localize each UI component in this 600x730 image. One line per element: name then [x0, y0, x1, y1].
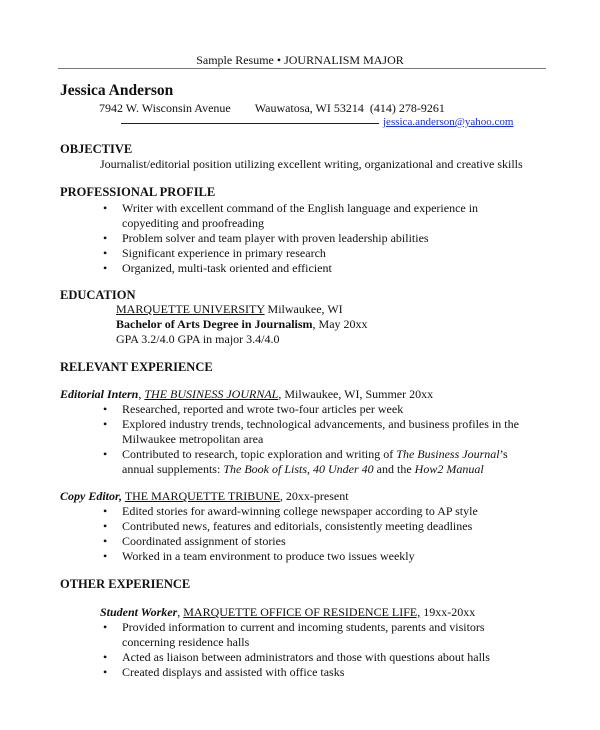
school-location: Milwaukee, WI: [264, 302, 343, 316]
job-details: , Milwaukee, WI, Summer 20xx: [278, 387, 434, 401]
contact-line: [99, 101, 445, 116]
objective-text: Journalist/editorial position utilizing excellent writing, organizational and creative skills: [100, 157, 523, 171]
list-item: • Worked in a team environment to produce two issues weekly: [103, 549, 415, 563]
education-gpa: GPA 3.2/4.0 GPA in major 3.4/4.0: [116, 332, 280, 346]
job-bullets: [100, 620, 545, 680]
candidate-name: Jessica Anderson: [60, 82, 174, 99]
job-title: Student Worker: [100, 605, 178, 619]
bullet-icon: •: [103, 665, 108, 679]
degree-name: Bachelor of Arts Degree in Journalism: [116, 317, 313, 331]
employer-name: MARQUETTE OFFICE OF RESIDENCE LIFE,: [183, 605, 421, 619]
bullet-icon: •: [103, 650, 108, 664]
bullet-icon: •: [103, 534, 108, 548]
list-item: • Explored industry trends, technological advancements, and business profiles in the Milwaukee metropolitan area: [103, 417, 519, 446]
contact-divider: [121, 123, 379, 124]
list-item: • Coordinated assignment of stories: [103, 534, 286, 548]
list-item: • Edited stories for award-winning college newspaper according to AP style: [103, 504, 478, 518]
list-item: • Created displays and assisted with office tasks: [103, 665, 345, 679]
bullet-icon: •: [103, 417, 108, 431]
bullet-icon: •: [103, 201, 108, 215]
relevant-experience-heading: RELEVANT EXPERIENCE: [60, 360, 213, 374]
phone-number: (414) 278-9261: [369, 101, 445, 115]
email-link[interactable]: jessica.anderson@yahoo.com: [383, 116, 514, 128]
employer-name: THE MARQUETTE TRIBUNE: [124, 489, 280, 503]
list-item: • Problem solver and team player with proven leadership abilities: [103, 231, 429, 245]
street-address: 7942 W. Wisconsin Avenue: [99, 101, 231, 115]
list-item: • Significant experience in primary research: [103, 246, 326, 260]
list-item: • Contributed to research, topic exploration and writing of The Business Journal’s annual supplements: The Book of Lists, 40 Under 40 and the How2 Manual: [103, 447, 508, 476]
bullet-icon: •: [103, 549, 108, 563]
profile-list: [100, 201, 545, 276]
bullet-icon: •: [103, 504, 108, 518]
school-name: MARQUETTE UNIVERSITY: [116, 302, 265, 316]
job-bullets: [100, 402, 545, 477]
other-experience-heading: OTHER EXPERIENCE: [60, 577, 191, 591]
job-details: , 20xx-present: [279, 489, 349, 503]
education-degree-line: [116, 317, 368, 332]
objective-heading: OBJECTIVE: [60, 142, 133, 156]
list-item: • Provided information to current and incoming students, parents and visitors concerning residence halls: [103, 620, 485, 649]
job-bullets: [100, 504, 545, 564]
degree-date: , May 20xx: [312, 317, 368, 331]
list-item: • Contributed news, features and editorials, consistently meeting deadlines: [103, 519, 473, 533]
list-item: • Acted as liaison between administrators and those with questions about halls: [103, 650, 490, 664]
list-item: • Writer with excellent command of the English language and experience in copyediting and proofreading: [103, 201, 479, 230]
job-title: Copy Editor,: [60, 489, 123, 503]
bullet-icon: •: [103, 519, 108, 533]
city-state-zip: Wauwatosa, WI 53214: [254, 101, 364, 115]
bullet-icon: •: [103, 620, 108, 634]
job-title-line: Student Worker, MARQUETTE OFFICE OF RESIDENCE LIFE, 19xx-20xx: [100, 605, 476, 619]
job-title-line: [60, 489, 349, 504]
education-school-line: [116, 302, 343, 317]
header-divider: [58, 68, 546, 69]
profile-heading: PROFESSIONAL PROFILE: [60, 185, 216, 199]
list-item: • Researched, reported and wrote two-four articles per week: [103, 402, 404, 416]
job-details: 19xx-20xx: [420, 605, 476, 619]
bullet-icon: •: [103, 447, 108, 461]
job-title-line: Editorial Intern, THE BUSINESS JOURNAL, Milwaukee, WI, Summer 20xx: [60, 387, 434, 401]
list-item: • Organized, multi-task oriented and efficient: [103, 261, 332, 275]
job-title: Editorial Intern: [60, 387, 139, 401]
bullet-icon: •: [103, 231, 108, 245]
employer-name: THE BUSINESS JOURNAL: [144, 387, 279, 401]
resume-header-title: Sample Resume • JOURNALISM MAJOR: [196, 53, 404, 67]
bullet-icon: •: [103, 402, 108, 416]
education-heading: EDUCATION: [60, 288, 136, 302]
bullet-icon: •: [103, 246, 108, 260]
bullet-icon: •: [103, 261, 108, 275]
